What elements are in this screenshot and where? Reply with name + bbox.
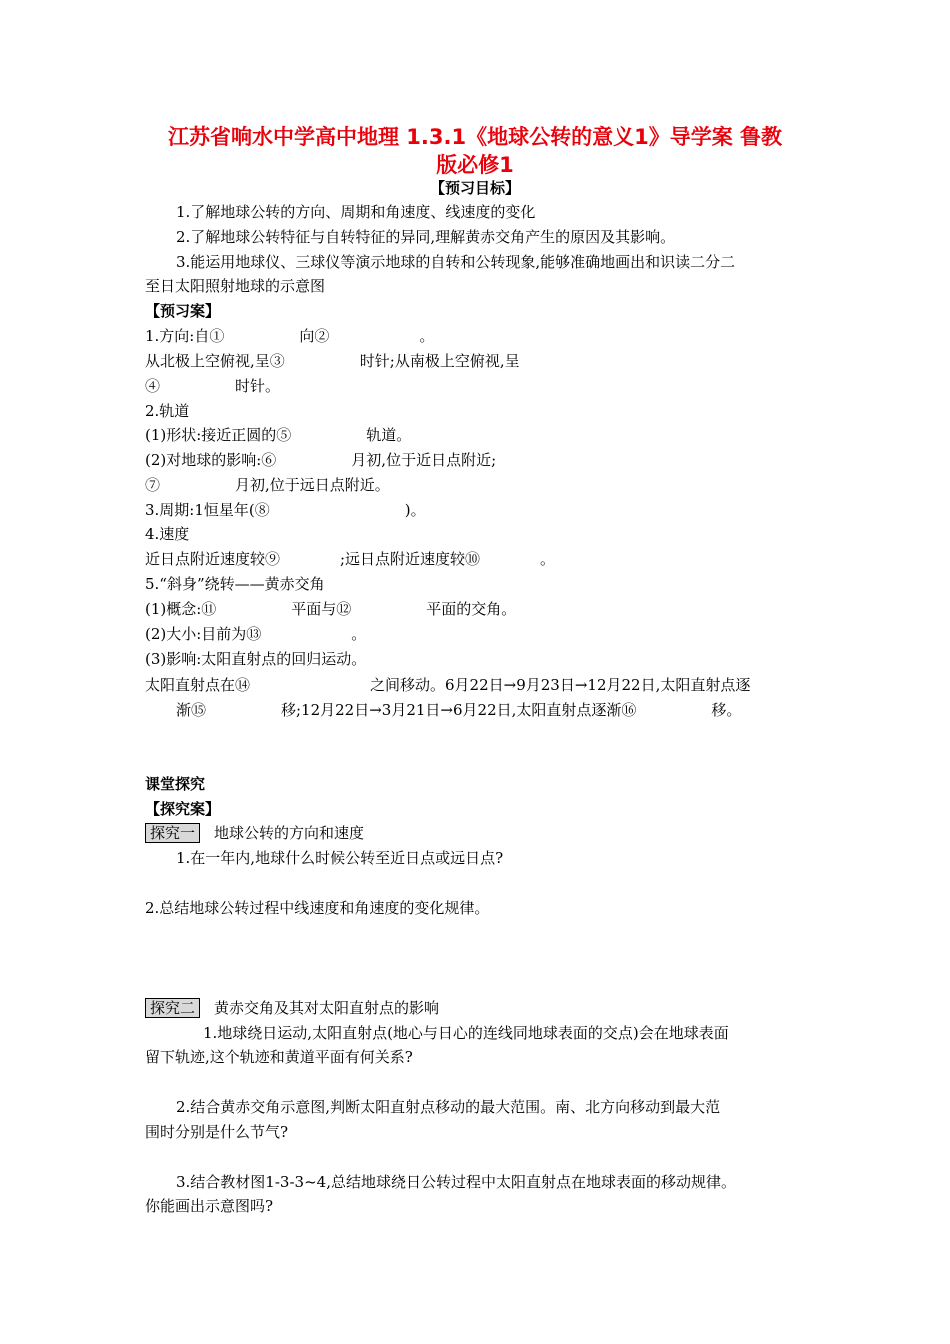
inquiry-1-header — [145, 823, 364, 843]
preview-line-subsolar-range: 太阳直射点在⑭ 之间移动。6月22日→9月23日→12月22日,太阳直射点逐 — [145, 676, 751, 694]
preview-line-size: (2)大小:目前为⑬ 。 — [145, 625, 367, 643]
inquiry-1-question-2: 2.总结地球公转过程中线速度和角速度的变化规律。 — [145, 899, 490, 917]
preview-line-direction: 1.方向:自① 向② 。 — [145, 327, 435, 345]
document-title-line1: 江苏省响水中学高中地理 1.3.1《地球公转的意义1》导学案 鲁教 — [167, 125, 783, 149]
preview-goal-1: 1.了解地球公转的方向、周期和角速度、线速度的变化 — [176, 203, 536, 221]
inquiry-2-question-1-cont: 留下轨迹,这个轨迹和黄道平面有何关系? — [145, 1048, 413, 1066]
preview-goals-heading: 【预习目标】 — [429, 179, 520, 197]
preview-goal-2: 2.了解地球公转特征与自转特征的异同,理解黄赤交角产生的原因及其影响。 — [176, 228, 676, 246]
inquiry-1-title: 地球公转的方向和速度 — [214, 824, 365, 842]
inquiry-case-heading: 【探究案】 — [145, 800, 221, 818]
preview-line-orbit: 2.轨道 — [145, 402, 190, 420]
preview-line-concept: (1)概念:⑪ 平面与⑫ 平面的交角。 — [145, 600, 517, 618]
preview-line-subsolar-move: 渐⑮ 移;12月22日→3月21日→6月22日,太阳直射点逐渐⑯ 移。 — [176, 701, 742, 719]
inquiry-2-header — [145, 998, 439, 1018]
preview-line-period: 3.周期:1恒星年(⑧ )。 — [145, 501, 426, 519]
preview-line-influence: (3)影响:太阳直射点的回归运动。 — [145, 650, 367, 668]
preview-case-heading: 【预习案】 — [145, 302, 221, 320]
preview-goal-3-cont: 至日太阳照射地球的示意图 — [145, 277, 326, 295]
preview-line-aphelion: ⑦ 月初,位于远日点附近。 — [145, 476, 390, 494]
inquiry-2-tag: 探究二 — [145, 998, 200, 1018]
inquiry-2-question-2: 2.结合黄赤交角示意图,判断太阳直射点移动的最大范围。南、北方向移动到最大范 — [176, 1098, 721, 1116]
preview-goal-3: 3.能运用地球仪、三球仪等演示地球的自转和公转现象,能够准确地画出和识读二分二 — [176, 253, 736, 271]
inquiry-2-question-2-cont: 围时分别是什么节气? — [145, 1123, 289, 1141]
preview-line-obliquity: 5.“斜身”绕转——黄赤交角 — [145, 575, 325, 593]
class-inquiry-heading: 课堂探究 — [145, 775, 206, 793]
inquiry-2-question-1: 1.地球绕日运动,太阳直射点(地心与日心的连线同地球表面的交点)会在地球表面 — [203, 1024, 729, 1042]
preview-line-south-view: ④ 时针。 — [145, 377, 281, 395]
inquiry-2-question-3-cont: 你能画出示意图吗? — [145, 1197, 274, 1215]
inquiry-2-title: 黄赤交角及其对太阳直射点的影响 — [214, 999, 440, 1017]
preview-line-speed-detail: 近日点附近速度较⑨ ;远日点附近速度较⑩ 。 — [145, 550, 556, 568]
inquiry-2-question-3: 3.结合教材图1-3-3~4,总结地球绕日公转过程中太阳直射点在地球表面的移动规律。 — [176, 1173, 736, 1191]
preview-line-north-view: 从北极上空俯视,呈③ 时针;从南极上空俯视,呈 — [145, 352, 520, 370]
preview-line-orbit-shape: (1)形状:接近正圆的⑤ 轨道。 — [145, 426, 412, 444]
preview-line-speed: 4.速度 — [145, 525, 190, 543]
inquiry-1-question-1: 1.在一年内,地球什么时候公转至近日点或远日点? — [176, 849, 504, 867]
document-title-line2: 版必修1 — [436, 153, 514, 177]
preview-line-orbit-effect: (2)对地球的影响:⑥ 月初,位于近日点附近; — [145, 451, 497, 469]
inquiry-1-tag: 探究一 — [145, 823, 200, 843]
